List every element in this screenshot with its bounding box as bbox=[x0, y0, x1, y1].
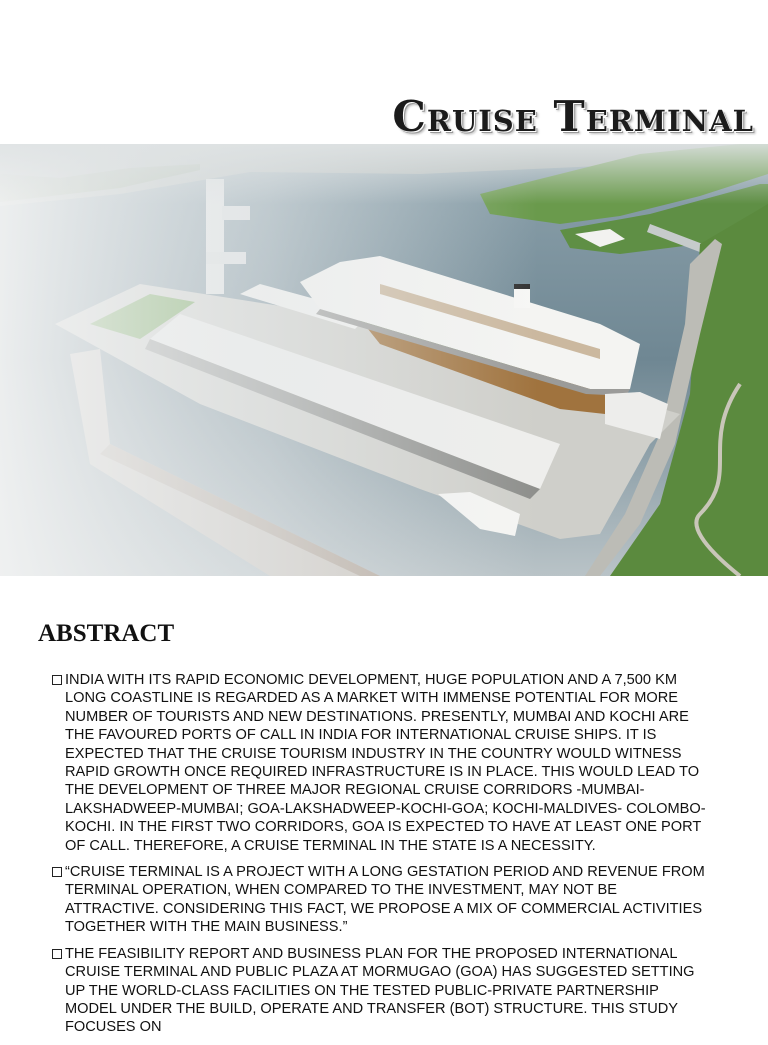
abstract-heading: ABSTRACT bbox=[38, 620, 175, 647]
checkbox-bullet-icon bbox=[52, 949, 62, 959]
bullet-text: “CRUISE TERMINAL IS A PROJECT WITH A LONG GESTATION PERIOD AND REVENUE FROM TERMINAL OPERATION, WHEN COMPARED TO THE INVESTMENT, MAY NOT BE ATTRACTIVE. CONSIDERING THIS FACT, WE PROPOSE A MIX OF COMMERCIAL ACTIVITIES TOGETHER WITH THE MAIN BUSINESS.” bbox=[65, 864, 705, 936]
abstract-bullet bbox=[50, 945, 710, 1037]
abstract-bullet bbox=[50, 671, 710, 855]
abstract-bullet bbox=[50, 863, 710, 937]
checkbox-bullet-icon bbox=[52, 867, 62, 877]
bullet-text: THE FEASIBILITY REPORT AND BUSINESS PLAN FOR THE PROPOSED INTERNATIONAL CRUISE TERMINAL AND PUBLIC PLAZA AT MORMUGAO (GOA) HAS SUGGESTED SETTING UP THE WORLD-CLASS FACILITIES ON THE TESTED PUBLIC-PRIVATE PARTNERSHIP MODEL UNDER THE BUILD, OPERATE AND TRANSFER (BOT) STRUCTURE. THIS STUDY FOCUSES ON bbox=[65, 945, 695, 1036]
bullet-text: INDIA WITH ITS RAPID ECONOMIC DEVELOPMENT, HUGE POPULATION AND A 7,500 KM LONG COASTLINE IS REGARDED AS A MARKET WITH IMMENSE POTENTIAL FOR MORE NUMBER OF TOURISTS AND NEW DESTINATIONS. PRESENTLY, MUMBAI AND KOCHI ARE THE FAVOURED PORTS OF CALL IN INDIA FOR INTERNATIONAL CRUISE SHIPS. IT IS EXPECTED THAT THE CRUISE TOURISM INDUSTRY IN THE COUNTRY WOULD WITNESS RAPID GROWTH ONCE REQUIRED INFRASTRUCTURE IS IN PLACE. THIS WOULD LEAD TO THE DEVELOPMENT OF THREE MAJOR REGIONAL CRUISE CORRIDORS -MUMBAI-LAKSHADWEEP-MUMBAI; GOA-LAKSHADWEEP-KOCHI-GOA; KOCHI-MALDIVES- COLOMBO-KOCHI. IN THE FIRST TWO CORRIDORS, GOA IS EXPECTED TO HAVE AT LEAST ONE PORT OF CALL. THEREFORE, A CRUISE TERMINAL IN THE STATE IS A NECESSITY. bbox=[65, 672, 706, 854]
checkbox-bullet-icon bbox=[52, 675, 62, 685]
abstract-bullet-list bbox=[50, 671, 710, 1045]
page-title: Cruise Terminal bbox=[392, 92, 754, 141]
hero-image bbox=[0, 144, 768, 576]
